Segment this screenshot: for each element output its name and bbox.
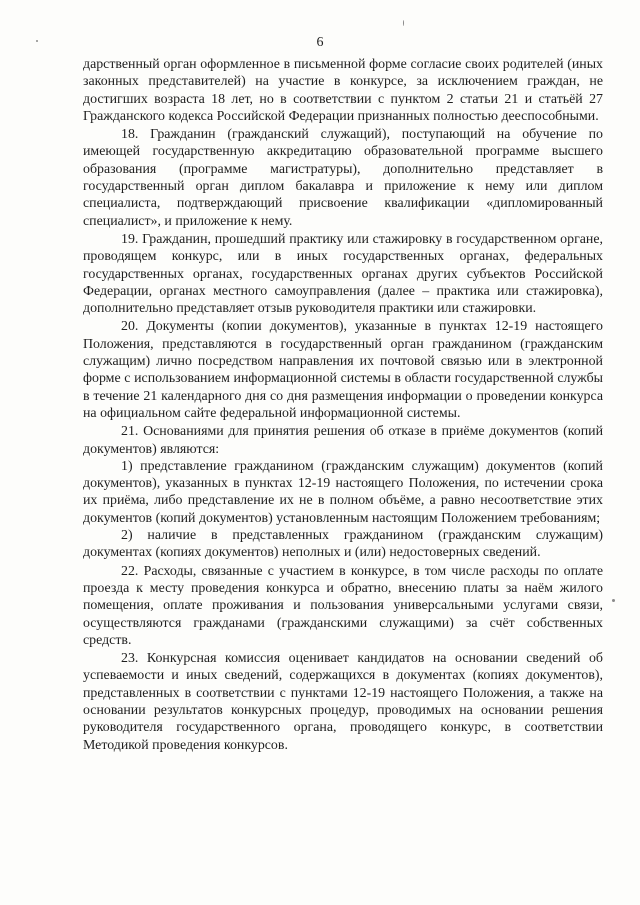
paragraph-21-item-2: 2) наличие в представленных гражданином (гражданским служащим) документах (копиях документов) неполных и (или) недостоверных сведений. xyxy=(83,528,603,561)
paragraph-22: 22. Расходы, связанные с участием в конкурсе, в том числе расходы по оплате проезда к месту проведения конкурса и обратно, внесению платы за наём жилого помещения, оплате проживания и пользования универсальными услугами связи, осуществляются гражданами (гражданскими служащими) за счёт собственных средств. xyxy=(83,563,603,648)
paragraph-21: 21. Основаниями для принятия решения об отказе в приёме документов (копий документов) являются: xyxy=(83,424,603,457)
paragraph-continuation: дарственный орган оформленное в письменной форме согласие своих родителей (иных законных представителей) на участие в конкурсе, за исключением граждан, не достигших возраста 18 лет, но в соответствии с пунктом 2 статьи 21 и статьёй 27 Гражданского кодекса Российской Федерации признанных полностью дееспособными. xyxy=(83,57,603,124)
scan-speck xyxy=(612,599,615,602)
paragraph-23: 23. Конкурсная комиссия оценивает кандидатов на основании сведений об успеваемости и иных сведений, содержащихся в документах (копиях документов), представленных в соответствии с пунктами 12-19 настоящего Положения, а также на основании результатов конкурсных процедур, проводимых на основании решения руководителя государственного органа, проводящего конкурс, в соответствии Методикой проведения конкурсов. xyxy=(83,651,603,753)
paragraph-21-item-1: 1) представление гражданином (гражданским служащим) документов (копий документов), указанных в пунктах 12-19 настоящего Положения, по истечении срока их приёма, либо представление их не в полном объёме, а равно несоответствие этих документов (копий документов) установленным настоящим Положением требованиям; xyxy=(83,458,603,526)
scan-speck xyxy=(403,20,404,26)
paragraph-20: 20. Документы (копии документов), указанные в пунктах 12-19 настоящего Положения, представляются в государственный орган гражданином (гражданским служащим) лично посредством направления их почтовой связью или в электронной форме с использованием информационной системы в области государственной службы в течение 21 календарного дня со дня размещения информации о проведении конкурса на официальном сайте федеральной информационной системы. xyxy=(83,319,603,421)
page-number: 6 xyxy=(316,35,324,50)
paragraph-19: 19. Гражданин, прошедший практику или стажировку в государственном органе, проводящем конкурс, или в иных государственных органах, федеральных государственных органах, государственных органах других субъектов Российской Федерации, органах местного самоуправления (далее – практика или стажировка), дополнительно представляет отзыв руководителя практики или стажировки. xyxy=(83,231,603,317)
scan-speck xyxy=(36,40,38,42)
paragraph-18: 18. Гражданин (гражданский служащий), поступающий на обучение по имеющей государственную аккредитацию образовательной программе высшего образования (программе магистратуры), дополнительно представляет в государственный орган диплом бакалавра и приложение к нему или диплом специалиста, подтверждающий присвоение квалификации «дипломированный специалист», и приложение к нему. xyxy=(83,127,603,229)
document-body xyxy=(83,56,603,754)
